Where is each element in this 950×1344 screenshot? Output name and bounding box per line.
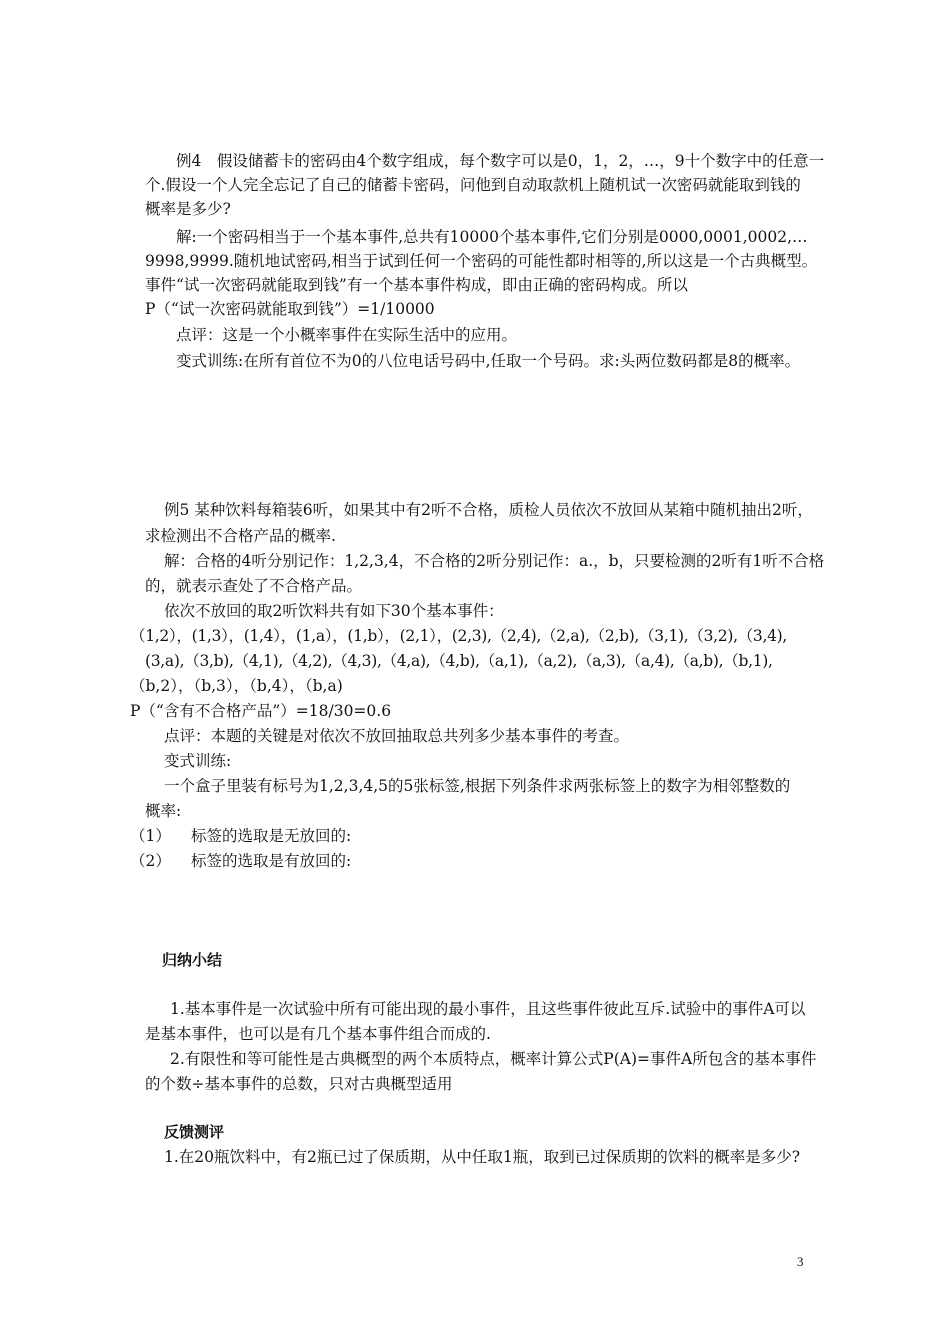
example4-variant: 变式训练:在所有首位不为0的八位电话号码中,任取一个号码。求:头两位数码都是8的概率。 xyxy=(176,352,801,370)
example5-item2-number: （2） xyxy=(130,852,171,870)
example5-solution-line1: 解：合格的4听分别记作：1,2,3,4，不合格的2听分别记作：a.，b，只要检测的2听有1听不合格 xyxy=(164,552,825,570)
example5-question-line2: 求检测出不合格产品的概率. xyxy=(145,527,336,545)
example4-solution-line2: 9998,9999.随机地试密码,相当于试到任何一个密码的可能性都时相等的,所以这是一个古典概型。 xyxy=(145,252,818,270)
example5-variant-line1: 一个盒子里装有标号为1,2,3,4,5的5张标签,根据下列条件求两张标签上的数字为相邻整数的 xyxy=(164,777,791,795)
feedback-heading: 反馈测评 xyxy=(164,1123,225,1141)
example5-solution-line2: 的，就表示查处了不合格产品。 xyxy=(145,577,363,595)
example4-solution-line3: 事件“试一次密码就能取到钱”有一个基本事件构成，即由正确的密码构成。所以 xyxy=(145,276,688,294)
summary-point1-line1: 1.基本事件是一次试验中所有可能出现的最小事件，且这些事件彼此互斥.试验中的事件A可以 xyxy=(170,1000,806,1018)
example5-variant-line2: 概率: xyxy=(145,802,182,820)
summary-point1-line2: 是基本事件，也可以是有几个基本事件组合而成的. xyxy=(145,1025,491,1043)
page-number: 3 xyxy=(797,1254,804,1269)
example5-probability: P（“含有不合格产品”）=18/30=0.6 xyxy=(130,702,392,720)
summary-point2-line2: 的个数÷基本事件的总数，只对古典概型适用 xyxy=(145,1075,453,1093)
example5-item1-number: （1） xyxy=(130,827,171,845)
example4-question-line1: 例4 假设储蓄卡的密码由4个数字组成，每个数字可以是0，1，2，…，9十个数字中的任意一 xyxy=(176,152,825,170)
example4-probability: P（“试一次密码就能取到钱”）=1/10000 xyxy=(145,300,435,318)
example5-item1-text: 标签的选取是无放回的: xyxy=(191,827,352,845)
example5-item2-text: 标签的选取是有放回的: xyxy=(191,852,352,870)
example5-events-line3: （b,2），（b,3），（b,4），（b,a) xyxy=(130,677,343,695)
feedback-question1: 1.在20瓶饮料中，有2瓶已过了保质期，从中任取1瓶，取到已过保质期的饮料的概率是多少? xyxy=(164,1148,801,1166)
example5-events-line2: (3,a),（3,b),（4,1),（4,2),（4,3),（4,a),（4,b),（a,1),（a,2),（a,3),（a,4),（a,b),（b,1), xyxy=(145,652,773,670)
example4-question-line2: 个.假设一个人完全忘记了自己的储蓄卡密码，问他到自动取款机上随机试一次密码就能取到钱的 xyxy=(145,176,801,194)
summary-point2-line1: 2.有限性和等可能性是古典概型的两个本质特点，概率计算公式P(A)=事件A所包含的基本事件 xyxy=(170,1050,817,1068)
summary-heading: 归纳小结 xyxy=(162,951,223,969)
example4-comment: 点评：这是一个小概率事件在实际生活中的应用。 xyxy=(176,326,518,344)
example5-question-line1: 例5 某种饮料每箱装6听，如果其中有2听不合格，质检人员依次不放回从某箱中随机抽出2听， xyxy=(164,501,813,519)
example5-variant-title: 变式训练: xyxy=(164,752,232,770)
example5-comment: 点评：本题的关键是对依次不放回抽取总共列多少基本事件的考查。 xyxy=(164,727,630,745)
example5-solution-line3: 依次不放回的取2听饮料共有如下30个基本事件： xyxy=(164,602,504,620)
example5-events-line1: （1,2），(1,3），(1,4），(1,a），(1,b），(2,1），(2,3),（2,4),（2,a),（2,b),（3,1),（3,2),（3,4), xyxy=(130,627,788,645)
example4-solution-line1: 解:一个密码相当于一个基本事件,总共有10000个基本事件,它们分别是0000,0001,0002,… xyxy=(176,228,808,246)
example4-question-line3: 概率是多少? xyxy=(145,200,231,218)
